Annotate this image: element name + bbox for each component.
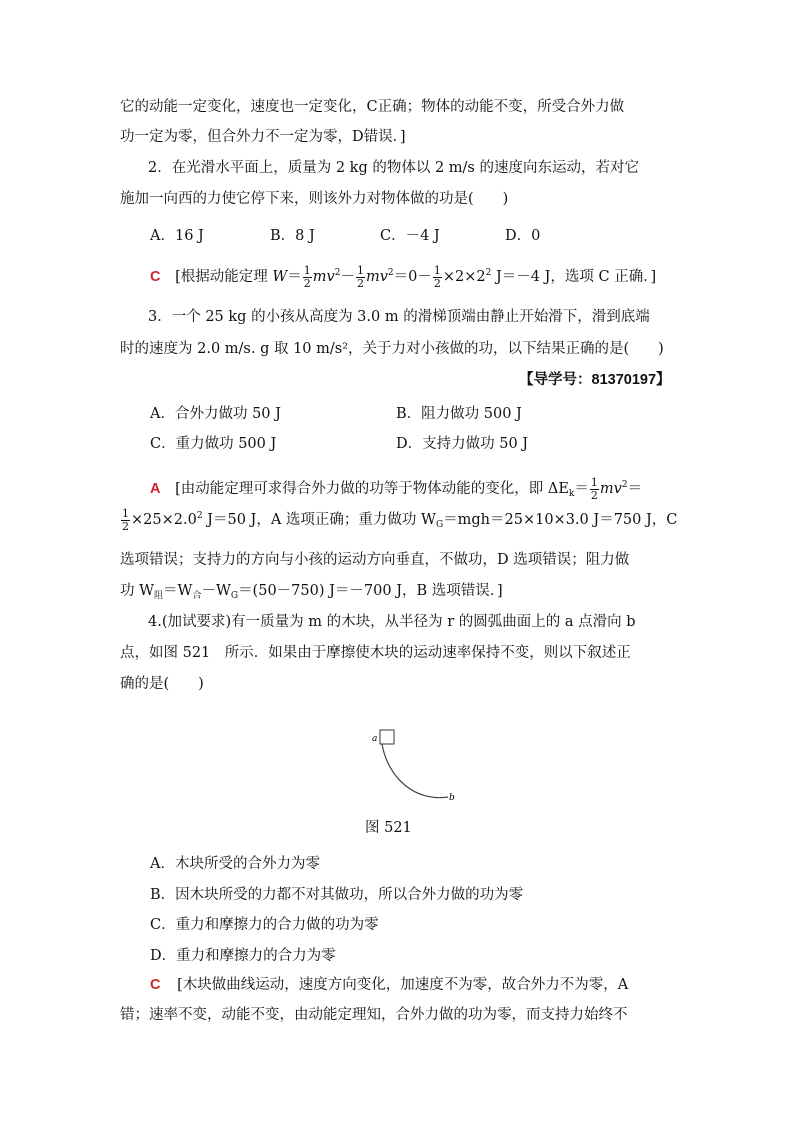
prev-explanation-line-1: 它的动能一定变化，速度也一定变化，C正确；物体的动能不变，所受合外力做 [120,99,625,115]
q3-explanation-line-1: A [由动能定理可求得合外力做的功等于物体动能的变化，即 $\Delta E_k=$ $\frac{1}{2}$ $mv^2=$ [150,475,643,502]
q3-stem-line-2: 时的速度为 2.0 m/s. g 取 10 m/s²，关于力对小孩做的功，以下结果正确的是( ) [120,341,664,357]
q3-stem-line-1: 3．一个 25 kg 的小孩从高度为 3.0 m 的滑梯顶端由静止开始滑下，滑到底端 [148,309,650,325]
block-square [380,730,394,744]
q2-option-d: D．0 [505,228,541,244]
q3-answer-letter: A [150,481,161,497]
q2-option-a: A．16 J [150,228,204,244]
q2-option-b: B．8 J [270,228,315,244]
q4-option-b: B．因木块所受的力都不对其做功，所以合外力做的功为零 [150,887,524,903]
guide-number: 【导学号：81370197】 [519,372,671,388]
q3-explanation-line-3: 选项错误；支持力的方向与小孩的运动方向垂直，不做功，D 选项错误；阻力做 [120,552,630,568]
fraction: $\frac{1}{2}$ [122,506,129,533]
q4-stem-line-2: 点，如图 521 所示．如果由于摩擦使木块的运动速率保持不变，则以下叙述正 [120,645,631,661]
q2-option-c: C．－4 J [380,228,440,244]
q3-explanation-line-2: $\frac{1}{2}$ $\times 25\times 2.0^2$ J＝50 J，A 选项正确；重力做功 $W_G=mgh=25\times 10\times 3.0$ J＝750 J，C [122,506,678,533]
point-b-label: b [449,793,455,803]
q4-stem-line-3: 确的是( ) [120,676,204,692]
q3-option-b: B．阻力做功 500 J [396,406,522,422]
q4-option-d: D．重力和摩擦力的合力为零 [150,948,336,964]
q4-explanation-line-2: 错；速率不变，动能不变，由动能定理知，合外力做的功为零，而支持力始终不 [120,1007,628,1023]
fraction: $\frac{1}{2}$ [303,263,311,290]
q2-explanation: C [根据动能定理 W＝ $\frac{1}{2}$ $mv^2-$ $\frac{1}{2}$ $mv^2=0-$ $\frac{1}{2}$ $\times 2\times 2^2$ J＝－4 J，选项 C 正确．] [150,263,657,290]
arc-curve [382,744,448,798]
fraction: $\frac{1}{2}$ [590,475,598,502]
q3-option-d: D．支持力做功 50 J [396,436,529,452]
fraction: $\frac{1}{2}$ [356,263,364,290]
prev-explanation-line-2: 功一定为零，但合外力不一定为零，D错误．] [120,129,406,145]
q4-option-c: C．重力和摩擦力的合力做的功为零 [150,917,379,933]
q2-stem-line-2: 施加一向西的力使它停下来，则该外力对物体做的功是( ) [120,191,509,207]
figure-caption: 图 521 [365,820,412,836]
figure-521 [360,722,470,812]
q3-explanation-line-4: 功 $W_阻=W_合-W_G=(50-750)$ J＝－700 J，B 选项错误．] [120,583,503,601]
q2-stem-line-1: 2．在光滑水平面上，质量为 2 kg 的物体以 2 m/s 的速度向东运动，若对它 [148,160,639,176]
point-a-label: a [372,734,378,744]
q4-option-a: A．木块所受的合外力为零 [150,856,320,872]
q3-option-c: C．重力做功 500 J [150,436,277,452]
q2-answer-letter: C [150,269,161,285]
q3-option-a: A．合外力做功 50 J [150,406,281,422]
q4-explanation-line-1: C [木块做曲线运动，速度方向变化，加速度不为零，故合外力不为零，A [150,977,629,993]
q4-answer-letter: C [150,977,161,993]
fraction: $\frac{1}{2}$ [433,263,441,290]
q4-stem-line-1: 4.(加试要求)有一质量为 m 的木块，从半径为 r 的圆弧曲面上的 a 点滑向 b [148,614,636,630]
